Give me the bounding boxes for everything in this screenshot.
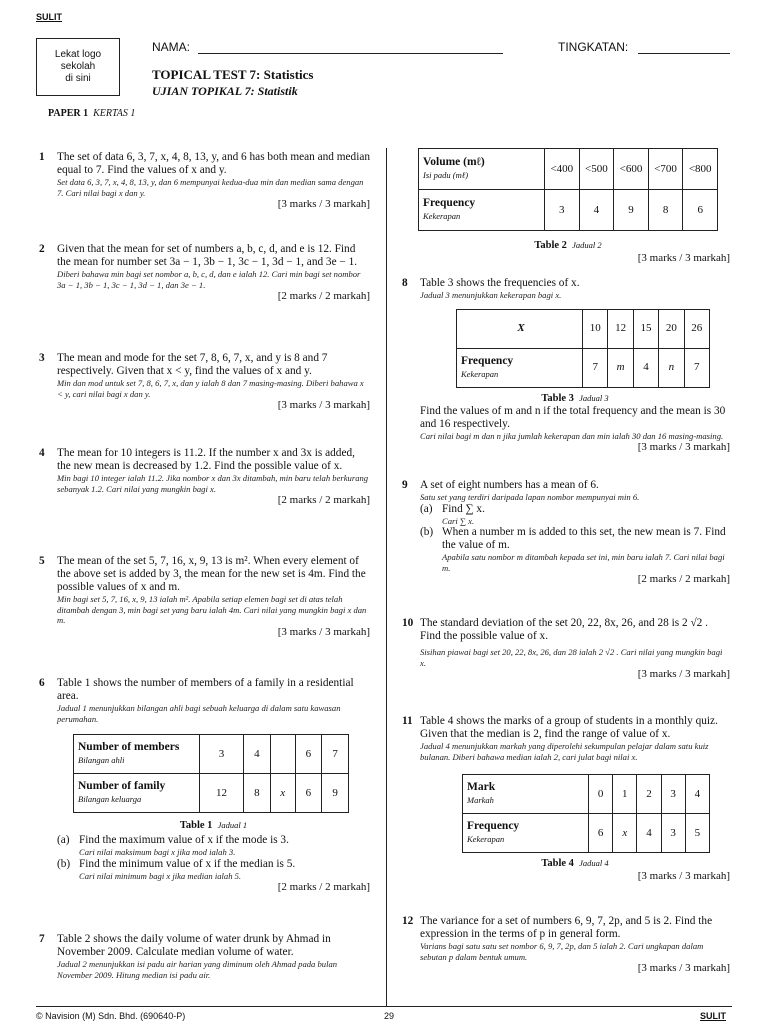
marks-label: [2 marks / 2 markah] xyxy=(637,573,730,585)
table-cell: 8 xyxy=(648,190,683,231)
table-row-label xyxy=(463,814,589,853)
paper-label-en: PAPER 1 xyxy=(48,108,89,119)
question-text-ms: Sisihan piawai bagi set 20, 22, 8x, 26, dan 28 ialah 2 √2 . Cari nilai yang mungkin bagi x. xyxy=(420,647,723,668)
marks-label: [3 marks / 3 markah] xyxy=(637,870,730,882)
table-4 xyxy=(462,774,710,853)
table-cell: 4 xyxy=(244,735,271,774)
table-row-label: X xyxy=(457,309,583,348)
table-cell: <800 xyxy=(683,149,718,190)
table-row xyxy=(463,814,710,853)
table-row xyxy=(457,348,710,387)
table-cell: 20 xyxy=(659,309,684,348)
question-2 xyxy=(39,243,370,303)
part-label: (a) xyxy=(420,502,433,515)
table-cell: 9 xyxy=(322,774,349,813)
table-cell: 4 xyxy=(579,190,614,231)
question-number: 7 xyxy=(39,933,45,945)
row-label-en: Volume (mℓ) xyxy=(423,156,485,168)
row-label-en: Frequency xyxy=(423,197,476,209)
question-number: 11 xyxy=(402,715,413,727)
question-text-en: A set of eight numbers has a mean of 6. xyxy=(420,479,599,491)
question-text-en: Given that the mean for set of numbers a, b, c, d, and e is 12. Find the mean for number set 3a − 1, 3b − 1, 3c − 1, 3d − 1, and 3e − 1. xyxy=(57,243,358,268)
question-12 xyxy=(402,915,730,975)
question-6 xyxy=(39,677,370,894)
table-cell: 10 xyxy=(583,309,608,348)
table-3-caption xyxy=(420,392,730,405)
question-9-part-b xyxy=(420,526,730,573)
question-text-en: Table 2 shows the daily volume of water drunk by Ahmad in November 2009. Calculate median volume of water. xyxy=(57,933,331,958)
question-7 xyxy=(39,933,370,980)
logo-text-line: di sini xyxy=(65,73,91,84)
part-text-ms: Cari nilai maksimum bagi x jika mod ialah 3. xyxy=(79,847,236,857)
marks-label: [2 marks / 2 markah] xyxy=(277,881,370,893)
table-cell: 26 xyxy=(684,309,709,348)
table-cell: 4 xyxy=(633,348,658,387)
table-row-label xyxy=(74,735,200,774)
question-number: 4 xyxy=(39,447,45,459)
table-cell: <600 xyxy=(614,149,649,190)
table-cell: 4 xyxy=(637,814,661,853)
question-8 xyxy=(402,277,730,454)
marks-label: [2 marks / 2 markah] xyxy=(277,290,370,302)
table-cell: 3 xyxy=(661,814,685,853)
table-row-label xyxy=(419,149,545,190)
table-cell: 15 xyxy=(633,309,658,348)
question-text-en: The variance for a set of numbers 6, 9, 7, 2p, and 5 is 2. Find the expression in the terms of p in general form. xyxy=(420,915,713,940)
question-text-en: Table 1 shows the number of members of a family in a residential area. xyxy=(57,677,354,702)
question-6-part-b xyxy=(57,858,370,882)
question-10 xyxy=(402,617,730,681)
caption-en: Table 4 xyxy=(541,858,574,869)
question-number: 12 xyxy=(402,915,414,927)
question-text-ms: Jadual 1 menunjukkan bilangan ahli bagi sebuah keluarga di dalam satu kawasan perumahan. xyxy=(57,703,341,724)
column-divider xyxy=(386,148,387,1006)
question-text-ms: Cari nilai bagi m dan n jika jumlah kekerapan dan min ialah 30 dan 16 masing-masing. xyxy=(420,430,724,441)
row-label-ms: Isi padu (mℓ) xyxy=(423,170,469,180)
row-label-en: Frequency xyxy=(461,354,514,367)
question-text-en: The mean of the set 5, 7, 16, x, 9, 13 is m². When every element of the above set is added by 3, the mean for the new set is 4m. Find the possible values of x and m. xyxy=(57,555,366,593)
table-cell: x xyxy=(613,814,637,853)
question-number: 1 xyxy=(39,151,45,163)
question-number: 10 xyxy=(402,617,414,629)
paper-label-ms: KERTAS 1 xyxy=(93,108,136,119)
part-text-ms: Cari nilai minimum bagi x jika median ialah 5. xyxy=(79,870,242,881)
part-label: (a) xyxy=(57,834,70,846)
question-5 xyxy=(39,555,370,639)
sulit-top-label: SULIT xyxy=(36,12,62,22)
table-cell: <400 xyxy=(545,149,580,190)
form-label: TINGKATAN: xyxy=(558,40,629,54)
table-cell: 7 xyxy=(583,348,608,387)
row-label-ms: Bilangan keluarga xyxy=(78,794,142,804)
table-1-caption xyxy=(57,819,370,832)
table-cell xyxy=(270,735,295,774)
part-text-en: When a number m is added to this set, the new mean is 7. Find the value of m. xyxy=(442,526,726,551)
table-row-label xyxy=(419,190,545,231)
table-cell: 12 xyxy=(200,774,244,813)
question-text-en: The standard deviation of the set 20, 22, 8x, 26, and 28 is 2 √2 . Find the possible value of x. xyxy=(420,617,708,642)
caption-en: Table 2 xyxy=(534,240,567,251)
question-9-part-a xyxy=(420,503,730,527)
marks-label: [3 marks / 3 markah] xyxy=(637,668,730,680)
question-number: 9 xyxy=(402,479,408,491)
question-number: 8 xyxy=(402,277,408,289)
row-label-ms: Bilangan ahli xyxy=(78,755,125,765)
logo-text-line: sekolah xyxy=(60,61,96,72)
question-number: 6 xyxy=(39,677,45,689)
table-cell: n xyxy=(659,348,684,387)
question-11 xyxy=(402,715,730,883)
question-number: 2 xyxy=(39,243,45,255)
question-text-en: Table 4 shows the marks of a group of students in a monthly quiz. Given that the median is 2, find the range of value of x. xyxy=(420,715,718,740)
footer-rule xyxy=(36,1006,732,1007)
caption-en: Table 3 xyxy=(541,392,574,404)
table-1 xyxy=(73,734,349,813)
table-cell: 6 xyxy=(683,190,718,231)
name-field-line[interactable] xyxy=(198,41,503,54)
table-cell: 8 xyxy=(244,774,271,813)
question-text-ms: Min bagi set 5, 7, 16, x, 9, 13 ialah m². Apabila setiap elemen bagi set di atas telah ditambah dengan 3, min bagi set yang baru ialah 4m. Cari nilai yang mungkin bagi x dan m. xyxy=(57,594,367,625)
question-number: 5 xyxy=(39,555,45,567)
table-cell: 9 xyxy=(614,190,649,231)
table-cell: <700 xyxy=(648,149,683,190)
caption-en: Table 1 xyxy=(179,820,213,831)
name-label: NAMA: xyxy=(152,40,191,54)
question-intro-ms: Jadual 3 menunjukkan kekerapan bagi x. xyxy=(420,290,562,300)
marks-label: [3 marks / 3 markah] xyxy=(277,399,370,411)
form-field-line[interactable] xyxy=(638,41,730,54)
question-text-ms: Varians bagi satu satu set nombor 6, 9, 7, 2p, dan 5 ialah 2. Cari ungkapan dalam sebutan p dalam bentuk umum. xyxy=(420,941,704,962)
logo-text-line: Lekat logo xyxy=(54,49,102,60)
table-cell: 3 xyxy=(661,775,685,814)
question-text-en: The mean and mode for the set 7, 8, 6, 7, x, and y is 8 and 7 respectively. Given that x < y, find the values of x and y. xyxy=(57,352,328,377)
question-text-en: The set of data 6, 3, 7, x, 4, 8, 13, y, and 6 has both mean and median equal to 7. Find the values of x and y. xyxy=(57,151,370,176)
marks-label: [3 marks / 3 markah] xyxy=(637,252,730,264)
table-cell: 12 xyxy=(608,309,633,348)
table-4-caption xyxy=(420,857,730,870)
question-text-ms: Satu set yang terdiri daripada lapan nombor mempunyai min 6. xyxy=(420,492,640,502)
sulit-bottom-label: SULIT xyxy=(700,1011,726,1021)
row-label-ms: Markah xyxy=(467,795,494,805)
table-cell: 4 xyxy=(685,775,709,814)
table-row-label xyxy=(463,775,589,814)
row-label-ms: Kekerapan xyxy=(461,368,499,379)
table-cell: 2 xyxy=(637,775,661,814)
part-label: (b) xyxy=(420,526,434,538)
table-cell: m xyxy=(608,348,633,387)
table-2-caption xyxy=(418,239,718,252)
table-row xyxy=(74,774,349,813)
row-label-en: Number of members xyxy=(78,741,180,753)
part-text-ms: Apabila satu nombor m ditambah kepada set ini, min baru ialah 7. Cari nilai bagi m. xyxy=(442,552,725,573)
part-label: (b) xyxy=(57,857,71,870)
table-2-block xyxy=(418,148,730,265)
question-3 xyxy=(39,352,370,412)
row-label-ms: Kekerapan xyxy=(467,834,505,844)
page-title: TOPICAL TEST 7: Statistics xyxy=(152,67,314,82)
question-text-ms: Set data 6, 3, 7, x, 4, 8, 13, y, dan 6 mempunyai kedua-dua min dan median sama dengan 7. Cari nilai bagi x dan y. xyxy=(57,177,364,198)
row-label-en: Mark xyxy=(467,781,496,793)
copyright-text: © Navision (M) Sdn. Bhd. (690640-P) xyxy=(36,1011,186,1021)
table-row xyxy=(74,735,349,774)
table-cell: 6 xyxy=(295,774,322,813)
question-text-en: The mean for 10 integers is 11.2. If the number x and 3x is added, the new mean is decreased by 1.2. Find the possible value of x. xyxy=(57,447,355,472)
part-text-ms: Cari ∑ x. xyxy=(442,515,475,526)
table-cell: <500 xyxy=(579,149,614,190)
question-9 xyxy=(402,479,730,586)
table-cell: 3 xyxy=(545,190,580,231)
table-cell: 6 xyxy=(589,814,613,853)
question-text-ms: Diberi bahawa min bagi set nombor a, b, c, d, dan e ialah 12. Cari min bagi set nombor 3a − 1, 3b − 1, 3c − 1, 3d − 1, dan 3e − 1. xyxy=(57,269,361,290)
part-text-en: Find ∑ x. xyxy=(442,502,485,515)
page-subtitle: UJIAN TOPIKAL 7: Statistik xyxy=(152,84,298,98)
question-6-part-a xyxy=(57,834,370,858)
question-intro-en: Table 3 shows the frequencies of x. xyxy=(420,277,580,289)
question-text-en: Find the values of m and n if the total frequency and the mean is 30 and 16 respectively. xyxy=(420,404,726,430)
logo-placeholder-box xyxy=(36,38,120,96)
question-4 xyxy=(39,447,370,507)
part-text-en: Find the maximum value of x if the mode is 3. xyxy=(79,834,289,846)
part-text-en: Find the minimum value of x if the median is 5. xyxy=(79,857,296,870)
table-cell: 3 xyxy=(200,735,244,774)
marks-label: [2 marks / 2 markah] xyxy=(277,494,370,506)
marks-label: [3 marks / 3 markah] xyxy=(637,962,730,974)
table-cell: 7 xyxy=(322,735,349,774)
table-2 xyxy=(418,148,718,231)
table-cell: 6 xyxy=(295,735,322,774)
caption-ms: Jadual 3 xyxy=(579,392,609,403)
table-row-label xyxy=(74,774,200,813)
table-row-label xyxy=(457,348,583,387)
marks-label: [3 marks / 3 markah] xyxy=(637,441,730,453)
question-text-ms: Min dan mod untuk set 7, 8, 6, 7, x, dan y ialah 8 dan 7 masing-masing. Diberi bahawa x < y, cari nilai bagi x dan y. xyxy=(57,378,364,399)
table-row xyxy=(463,775,710,814)
caption-ms: Jadual 4 xyxy=(579,858,609,868)
question-text-ms: Min bagi 10 integer ialah 11.2. Jika nombor x dan 3x ditambah, min baru telah berkurang sebanyak 1.2. Cari nilai yang mungkin bagi x. xyxy=(57,473,369,494)
marks-label: [3 marks / 3 markah] xyxy=(277,625,370,638)
marks-label: [3 marks / 3 markah] xyxy=(277,198,370,210)
row-label-en: Frequency xyxy=(467,820,520,832)
table-row xyxy=(457,309,710,348)
row-label-en: Number of family xyxy=(78,780,166,792)
table-row xyxy=(419,149,718,190)
question-number: 3 xyxy=(39,352,45,364)
question-1 xyxy=(39,151,370,211)
paper-label xyxy=(48,108,135,119)
table-cell: 7 xyxy=(684,348,709,387)
table-3 xyxy=(456,309,710,388)
table-cell: 0 xyxy=(589,775,613,814)
question-text-ms: Jadual 4 menunjukkan markah yang diperolehi sekumpulan pelajar dalam satu kuiz bulanan. Diberi bahawa median ialah 2, cari julat bagi nilai x. xyxy=(420,741,709,762)
caption-ms: Jadual 2 xyxy=(572,240,602,250)
question-text-ms: Jadual 2 menunjukkan isi padu air harian yang diminum oleh Ahmad pada bulan November 2009. Hitung median isi padu air. xyxy=(57,959,338,980)
caption-ms: Jadual 1 xyxy=(217,820,248,830)
table-cell: 1 xyxy=(613,775,637,814)
page-number: 29 xyxy=(384,1011,395,1021)
table-row xyxy=(419,190,718,231)
table-cell: 5 xyxy=(685,814,709,853)
table-cell: x xyxy=(270,774,295,813)
row-label-ms: Kekerapan xyxy=(423,211,461,221)
